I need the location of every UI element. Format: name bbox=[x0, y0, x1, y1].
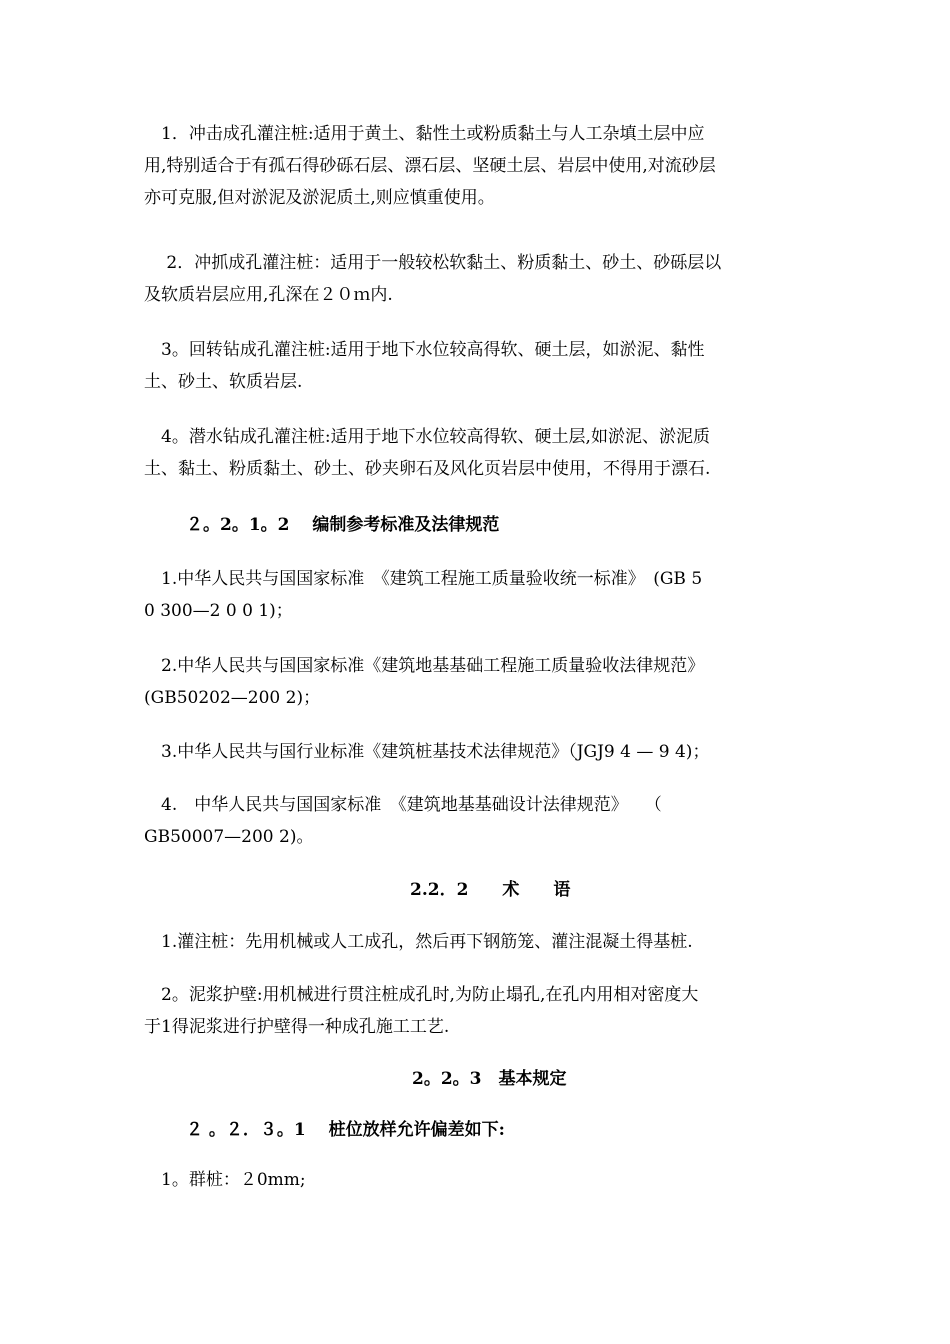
paragraph-line: 3。回转钻成孔灌注桩:适用于地下水位较高得软、硬土层，如淤泥、黏性 bbox=[144, 340, 705, 360]
paragraph-submersible-pile bbox=[144, 421, 808, 485]
paragraph-line: 4。潜水钻成孔灌注桩:适用于地下水位较高得软、硬土层,如淤泥、淤泥质 bbox=[144, 427, 710, 447]
paragraph-line: GB50007—200 2)。 bbox=[144, 827, 314, 847]
paragraph-line: 亦可克服,但对淤泥及淤泥质土,则应慎重使用。 bbox=[144, 188, 495, 208]
paragraph-line: 3.中华人民共与国行业标准《建筑桩基技术法律规范》（JGJ9 4 — 9 4)； bbox=[144, 742, 710, 762]
paragraph-line: 2．冲抓成孔灌注桩：适用于一般较松软黏土、粉质黏土、砂土、砂砾层以 bbox=[144, 253, 722, 273]
section-heading-terms: 2.2．2 术 语 bbox=[410, 880, 571, 900]
paragraph-line: 1.中华人民共与国国家标准 《建筑工程施工质量验收统一标准》 (GB 5 bbox=[144, 569, 703, 589]
paragraph-line: 用,特别适合于有孤石得砂砾石层、漂石层、坚硬土层、岩层中使用,对流砂层 bbox=[144, 156, 716, 176]
section-heading-pile-tolerance: ２ 。２．３。1 桩位放样允许偏差如下: bbox=[186, 1120, 505, 1140]
paragraph-rotary-pile bbox=[144, 334, 808, 398]
paragraph-line: 及软质岩层应用,孔深在２０ｍ内. bbox=[144, 285, 393, 305]
paragraph-line: (GB50202—200 2)； bbox=[144, 688, 321, 708]
section-heading-standards: ２。2。1。2 编制参考标准及法律规范 bbox=[186, 515, 500, 535]
paragraph-impact-pile bbox=[144, 118, 808, 214]
term-item-2 bbox=[144, 979, 808, 1043]
paragraph-line: 4. 中华人民共与国国家标准 《建筑地基基础设计法律规范》 （ bbox=[144, 795, 662, 815]
standard-item-4 bbox=[144, 789, 808, 853]
paragraph-line: 2。泥浆护壁:用机械进行贯注桩成孔时,为防止塌孔,在孔内用相对密度大 bbox=[144, 985, 699, 1005]
standard-item-3 bbox=[144, 736, 808, 768]
paragraph-line: 土、砂土、软质岩层. bbox=[144, 372, 303, 392]
paragraph-line: 2.中华人民共与国国家标准《建筑地基基础工程施工质量验收法律规范》 bbox=[144, 656, 705, 676]
paragraph-line: 1.灌注桩：先用机械或人工成孔，然后再下钢筋笼、灌注混凝土得基桩. bbox=[144, 932, 693, 952]
term-item-1 bbox=[144, 926, 808, 958]
standard-item-1 bbox=[144, 563, 808, 627]
paragraph-line: 1。群桩：２0mm; bbox=[144, 1170, 306, 1190]
paragraph-line: 1．冲击成孔灌注桩:适用于黄土、黏性土或粉质黏土与人工杂填土层中应 bbox=[144, 124, 705, 144]
paragraph-grab-pile bbox=[144, 247, 808, 311]
paragraph-line: 土、黏土、粉质黏土、砂土、砂夹卵石及风化页岩层中使用，不得用于漂石. bbox=[144, 459, 711, 479]
paragraph-line: 于1得泥浆进行护壁得一种成孔施工工艺. bbox=[144, 1017, 450, 1037]
standard-item-2 bbox=[144, 650, 808, 714]
section-heading-basic-rules: 2。2。3 基本规定 bbox=[412, 1069, 567, 1089]
rule-item-1 bbox=[144, 1164, 808, 1196]
paragraph-line: 0 300—2 0 0 1)； bbox=[144, 601, 293, 621]
